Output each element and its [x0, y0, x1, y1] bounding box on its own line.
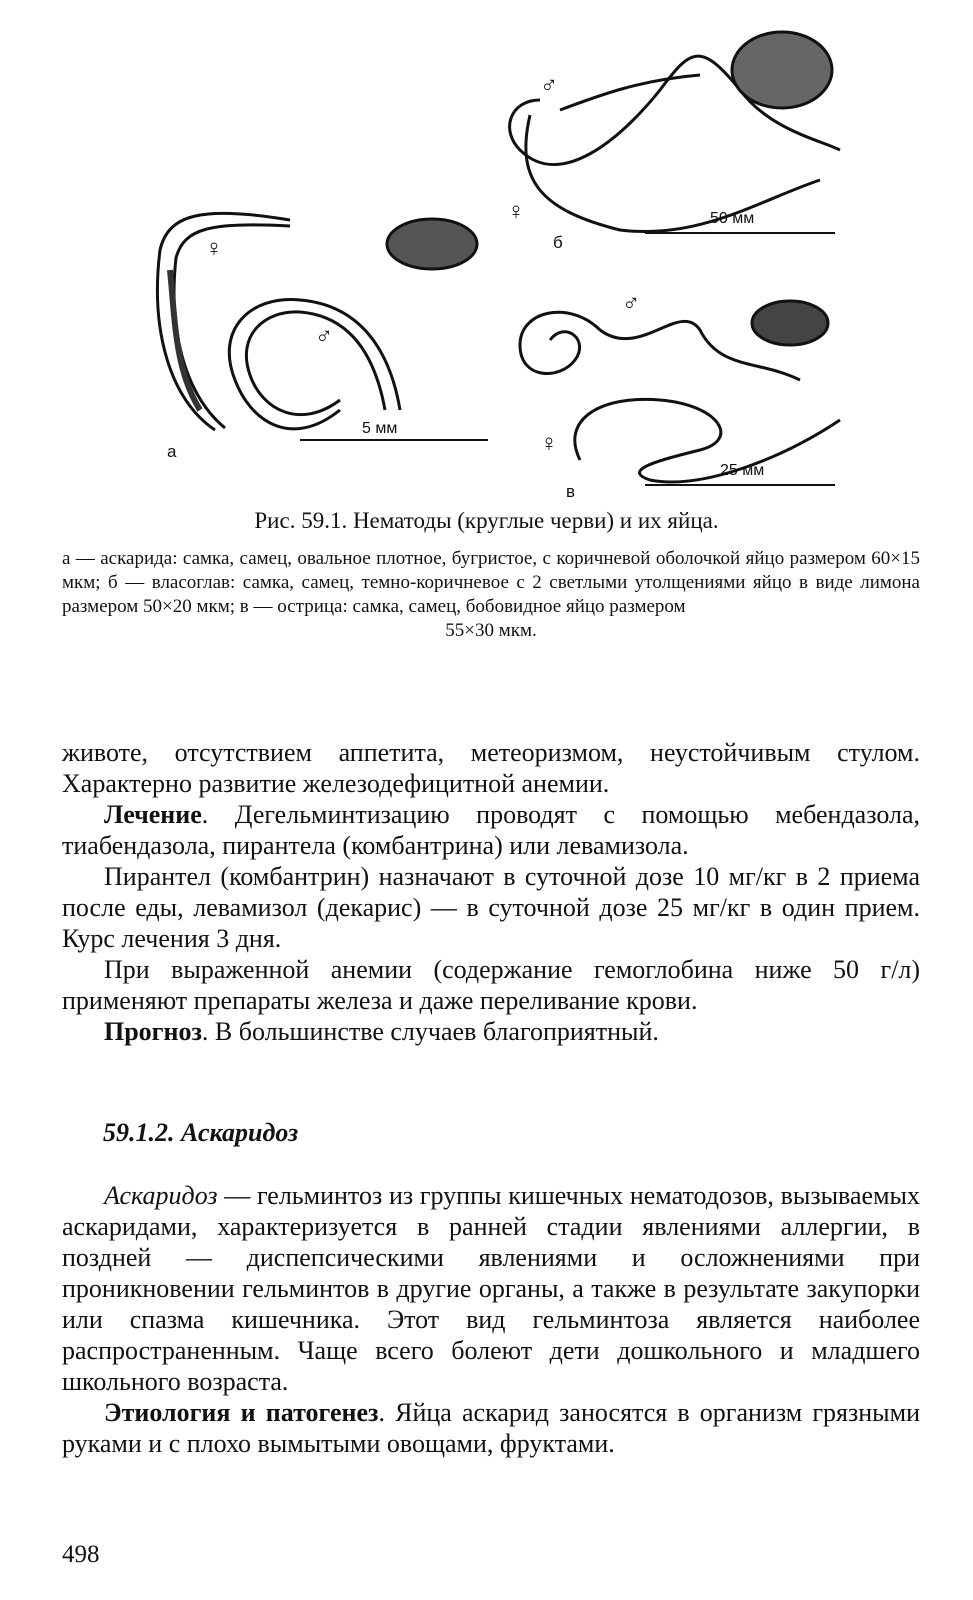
- ascaris-male-drawing: [229, 300, 400, 429]
- figure-caption-title: Рис. 59.1. Нематоды (круглые черви) и их яйца.: [254, 508, 719, 533]
- scale-label-b: 50 мм: [710, 210, 755, 227]
- scale-label-v: 25 мм: [720, 462, 765, 479]
- paragraph-ascariasis: [62, 1180, 920, 1397]
- paragraph-anemia: При выраженной анемии (содержание гемоглобина ниже 50 г/л) применяют препараты железа и даже переливание крови.: [62, 955, 920, 1015]
- male-symbol-v: ♂: [622, 290, 640, 317]
- caption-body-text: а — аскарида: самка, самец, овальное плотное, бугристое, с коричневой оболочкой яйцо размером 60×15 мкм; б — власоглав: самка, самец, темно-коричневое с 2 светлыми утолщениями яйцо в виде лимона размером 50×20 мкм; в — острица: самка, самец, бобовидное яйцо размером: [62, 548, 920, 617]
- male-symbol-b: ♂: [540, 72, 558, 99]
- paragraph-pirantel: Пирантел (комбантрин) назначают в суточной дозе 10 мг/кг в 2 приема после еды, левамизол (декарис) — в суточной дозе 25 мг/кг в один прием. Курс лечения 3 дня.: [62, 862, 920, 953]
- paragraph-treatment-text: . Дегельминтизацию проводят с помощью мебендазола, тиабендазола, пирантела (комбантрина) или левамизола.: [62, 800, 920, 860]
- paragraph-etiology-text: . Яйца аскарид заносятся в организм грязными руками и с плохо вымытыми овощами, фруктами.: [62, 1398, 920, 1458]
- section-heading: 59.1.2. Аскаридоз: [103, 1118, 299, 1147]
- term-prognosis: Прогноз: [104, 1017, 202, 1046]
- whipworm-egg-drawing: [732, 32, 832, 108]
- male-symbol-a: ♂: [315, 323, 333, 350]
- female-symbol-b: ♀: [507, 198, 525, 225]
- text-block-1: [62, 737, 920, 1047]
- term-treatment: Лечение: [104, 800, 202, 829]
- figure-caption-body: [62, 547, 920, 643]
- term-etiology: Этиология и патогенез: [104, 1398, 379, 1427]
- scale-label-a: 5 мм: [362, 420, 398, 437]
- figure-nematodes: [0, 0, 973, 510]
- pinworm-egg-drawing: [752, 301, 828, 345]
- paragraph-treatment: [62, 799, 920, 861]
- term-ascariasis: Аскаридоз: [104, 1181, 218, 1210]
- paragraph-ascariasis-text: — гельминтоз из группы кишечных нематодозов, вызываемых аскаридами, характеризуется в ранней стадии явлениями аллергии, в поздней — диспепсическими явлениями и осложнениями при проникновении гельминтов в другие органы, а также в результате закупорки или спазма кишечника. Этот вид гельминтоза является наиболее распространенным. Чаще всего болеют дети дошкольного и младшего школьного возраста.: [62, 1181, 920, 1396]
- paragraph-prognosis: [62, 1016, 920, 1047]
- label-b: б: [553, 233, 563, 252]
- paragraph-etiology: [62, 1397, 920, 1459]
- ascaris-female-drawing: [157, 213, 290, 430]
- ascaris-egg-drawing: [387, 219, 477, 269]
- paragraph-prognosis-text: . В большинстве случаев благоприятный.: [201, 1017, 659, 1046]
- page-number: 498: [62, 1541, 100, 1568]
- female-symbol-v: ♀: [540, 430, 558, 457]
- figure-illustration: [0, 0, 973, 510]
- text-block-2: [62, 1180, 920, 1459]
- caption-body-last-line: 55×30 мкм.: [445, 620, 537, 641]
- label-a: а: [167, 442, 177, 461]
- female-symbol-a: ♀: [205, 235, 223, 262]
- paragraph-1: животе, отсутствием аппетита, метеоризмом, неустойчивым стулом. Характерно развитие железодефицитной анемии.: [62, 738, 920, 798]
- label-v: в: [566, 482, 576, 501]
